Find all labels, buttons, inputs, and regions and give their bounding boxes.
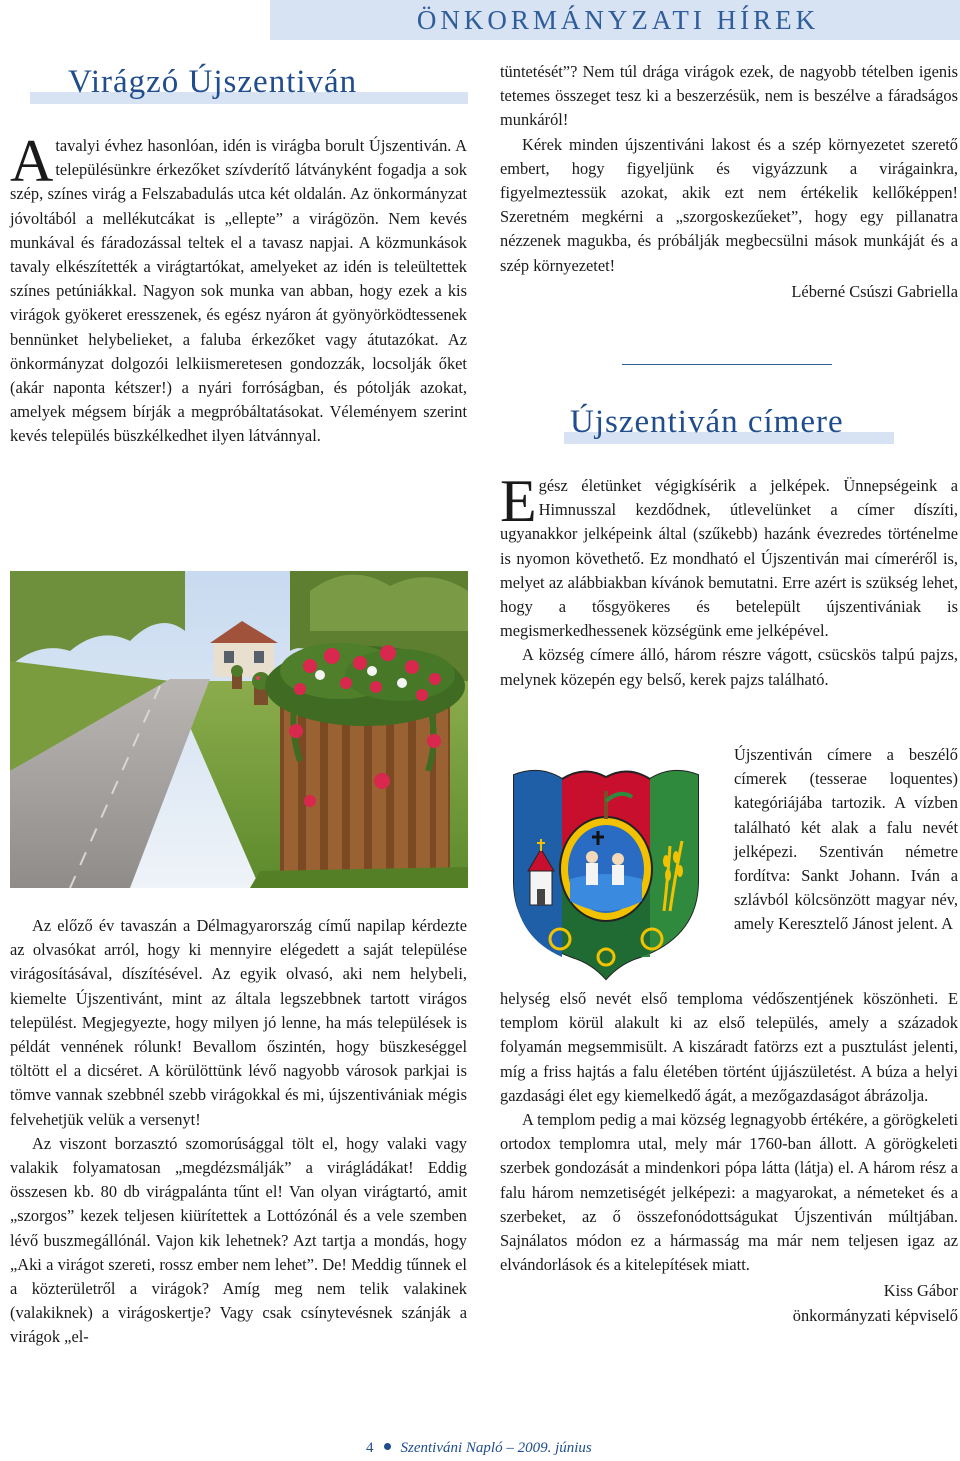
coat-of-arms-text [734, 743, 958, 937]
article-body-right-2 [500, 468, 958, 692]
article-body-right [500, 60, 958, 304]
paragraph: A község címere álló, három részre vágott, csücskös talpú pajzs, melynek közepén egy belső, kerek pajzs található. [500, 645, 958, 689]
article-title: Újszentiván címere [570, 404, 844, 440]
drop-cap: A [10, 128, 54, 194]
paragraph: tavalyi évhez hasonlóan, idén is virágba borult Újszentiván. A településünkre érkezőket szívderítő látványként fogadja a sok szép, színes virág a Felszabadulás utca két oldalán. Az önkormányzat jóvoltából a mellékutcákat is „ellepte” a virágözön. Nem kevés munkával és fáradozással teltek el a tavasz napjai. A közmunkások tavaly elkészítették a virágtartókat, amelyeket az idén is teleültettek színes petúniákkal. Nagyon sok munka van abban, hogy ezek a kis virágok gyökeret eresszenek, és egész nyáron át gyönyörködtessenek bennünket helybelieket, a faluba érkezőket vagy átutazókat. Az önkormányzat dolgozói lelkiismeretesen gondozzák, locsolják őket (akár naponta kétszer!) a nyári forróságban, és pótolják azokat, amelyek mégsem bírják a megpróbáltatásokat. Véleményem szerint kevés település büszkélkedhet ilyen látvánnyal. [10, 136, 467, 446]
section-divider [622, 364, 832, 365]
drop-cap: E [500, 468, 537, 534]
article-body-left [10, 128, 467, 449]
paragraph: gész életünket végigkísérik a jelképek. Ünnepségeink a Himnusszal kezdődnek, útlevelünket a címer díszíti, ugyanakkor jelképeink által (szűkebb) hazánk évezredes történelme is nyomon követhető. Ez mondható el Újszentiván mai címeréről is, melyet az alábbiakban kívánok bemutatni. Erre azért is szükség lehet, hogy a tősgyökeres és betelepült újszentivániak is megismerkedhessenek községünk eme jelképével. [500, 476, 958, 641]
page-number: 4 [366, 1440, 374, 1456]
page-footer [366, 1440, 666, 1457]
paragraph: Újszentiván címere a beszélő címerek (tesserae loquentes) kategóriájába tartozik. A vízben található két alak a falu nevét jelképezi. Szentiván németre fordítva: Sankt Johann. Iván a szlávból kölcsönzött magyar név, amely Keresztelő Jánost jelent. A [734, 745, 958, 934]
paragraph: Az előző év tavaszán a Délmagyarország című napilap kérdezte az olvasókat arról, hogy ki mennyire elégedett a saját települése virágosításával, díszítésével. Az egyik olvasó, aki nem helybeli, kiemelte Újszentivánt, mint az általa legszebbnek tartott virágos települést. Megjegyezte, hogy milyen jó lenne, ha más települések is példát vennének rólunk! Bevallom őszintén, hogy büszkeséggel töltött el a dicséret. A körülöttünk lévő nagyobb városok parkjai is tömve vannak szebbnél szebb virágokkal és mi, újszentivániak mégis felvehetjük velük a versenyt! [10, 916, 467, 1129]
paragraph: A templom pedig a mai község legnagyobb értékére, a görögkeleti ortodox templomra utal, mely már 1760-ban állott. A görögkeleti szerbek gondozását a mindenkori pópa látta (látja) el. A három rész a falu három nemzetiségét jelképezi: a magyarokat, a németeket és a szerbeket, az ő összefonódottságukat Újszentiván múltjában. Sajnálatos módon ez a hármasság ma már nem teljesen igaz az elvándorlások és a kitelepítések miatt. [500, 1110, 958, 1275]
paragraph: tüntetését”? Nem túl drága virágok ezek, de nagyobb tételben igenis tetemes összeget tesz ki a beszerzésük, nem is beszélve a fáradságos munkáról! [500, 62, 958, 130]
article-author-role: önkormányzati képviselő [792, 1305, 958, 1325]
article-author-name: Kiss Gábor [883, 1281, 958, 1301]
paragraph: helység első nevét első temploma védőszentjének köszönheti. E templom körül alakult ki az első település, amely a századok folyamán megsemmisült. A kiszáradt fatörzs ezt a pusztulást jelenti, míg a friss hajtás a falu életében történt újjászületést. A búza a helyi gazdasági élet egy kiemelkedő ágát, a mezőgazdaságot ábrázolja. [500, 989, 958, 1105]
magazine-name: Szentiváni Napló – 2009. június [400, 1440, 592, 1456]
bullet-icon [384, 1443, 391, 1450]
article-body-right-3 [500, 987, 958, 1328]
coat-of-arms [500, 761, 712, 983]
article-body-left-lower [10, 914, 467, 1350]
article-title-wrap [570, 404, 844, 441]
article-title-wrap [68, 64, 357, 101]
article-author: Léberné Csúszi Gabriella [791, 281, 958, 301]
article-title: Virágzó Újszentiván [68, 64, 358, 100]
paragraph: Kérek minden újszentiváni lakost és a szép környezetet szerető embert, hogy figyeljünk és vigyázzunk a virágainkra, figyelmeztessük azokat, akik ezt nem értékelik kellőképpen! Szeretném megkérni a „szorgoskezűeket”, hogy egy pillanatra nézzenek magukba, és próbálják megbecsülni mások munkáját és a szép környezetet! [500, 134, 958, 275]
paragraph: Az viszont borzasztó szomorúsággal tölt el, hogy valaki vagy valakik folyamatosan „megdézsmálják” a virágládákat! Eddig összesen kb. 80 db virágpalánta tűnt el! Van olyan virágtartó, amit „szorgos” kezek teljesen kiürítettek a Lottózónál és a vele szemben lévő buszmegállónál. Vajon kik lehetnek? Azt tartja a mondás, hogy „Aki a virágot szereti, rossz ember nem lehet”. De! Meddig tűnnek el a közterületről a virágok? Amíg meg nem telik valakinek (valakiknek) a virágoskertje? Vagy csak csínytevésnek szánják a virágok „el- [10, 1133, 467, 1347]
section-header-title: ÖNKORMÁNYZATI HÍREK [416, 5, 820, 35]
flower-planter-photo [10, 571, 468, 888]
